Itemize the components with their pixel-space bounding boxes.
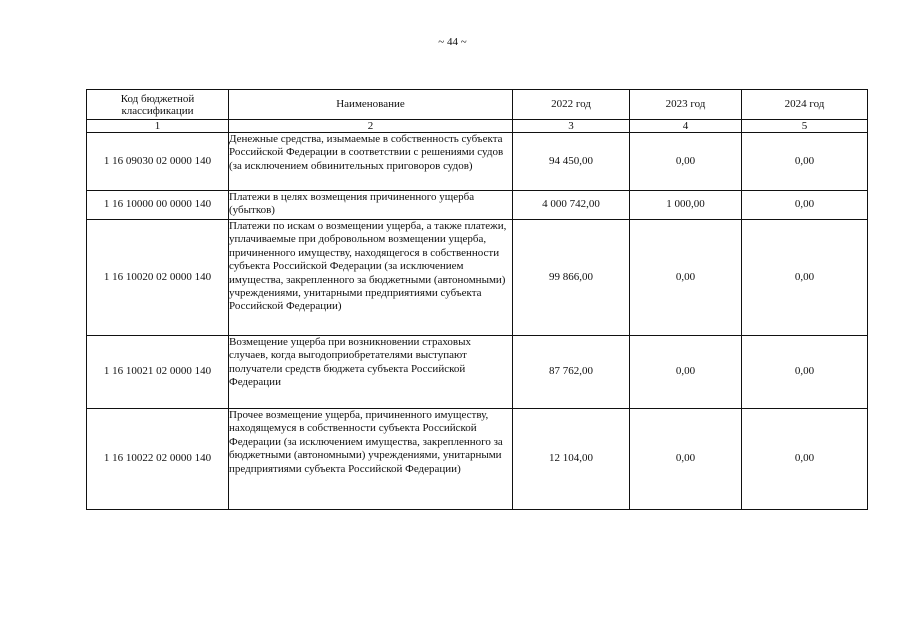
- table-row: [87, 409, 868, 510]
- column-number: 5: [742, 120, 868, 133]
- table-row: [87, 133, 868, 191]
- row-code: 1 16 10022 02 0000 140: [87, 409, 229, 510]
- row-value-2024: 0,00: [742, 191, 868, 220]
- table-row: [87, 191, 868, 220]
- row-value-2022: 99 866,00: [513, 220, 630, 336]
- row-name: Платежи по искам о возмещении ущерба, а также платежи, уплачиваемые при добровольном возмещении ущерба, причиненного имуществу, находящегося в собственности субъекта Российской Федерации (за исключением имущества, закрепленного за бюджетными (автономными) учреждениями, унитарными предприятиями субъекта Российской Федерации): [229, 220, 513, 336]
- header-2022: 2022 год: [513, 90, 630, 120]
- row-code: 1 16 10020 02 0000 140: [87, 220, 229, 336]
- row-name: Платежи в целях возмещения причиненного ущерба (убытков): [229, 191, 513, 220]
- row-code: 1 16 10021 02 0000 140: [87, 336, 229, 409]
- column-number-row: [87, 120, 868, 133]
- column-number: 1: [87, 120, 229, 133]
- row-value-2022: 12 104,00: [513, 409, 630, 510]
- row-value-2024: 0,00: [742, 409, 868, 510]
- row-name: Возмещение ущерба при возникновении страховых случаев, когда выгодоприобретателями выступают получатели средств бюджета субъекта Российской Федерации: [229, 336, 513, 409]
- row-name: Денежные средства, изымаемые в собственность субъекта Российской Федерации в соответствии с решениями судов (за исключением обвинительных приговоров судов): [229, 133, 513, 191]
- row-value-2024: 0,00: [742, 220, 868, 336]
- row-value-2023: 0,00: [630, 133, 742, 191]
- row-value-2023: 1 000,00: [630, 191, 742, 220]
- column-number: 2: [229, 120, 513, 133]
- row-value-2023: 0,00: [630, 409, 742, 510]
- table-row: [87, 336, 868, 409]
- column-number: 4: [630, 120, 742, 133]
- header-2023: 2023 год: [630, 90, 742, 120]
- row-value-2023: 0,00: [630, 336, 742, 409]
- header-2024: 2024 год: [742, 90, 868, 120]
- header-name: Наименование: [229, 90, 513, 120]
- table-row: [87, 220, 868, 336]
- header-code: Код бюджетной классификации: [87, 90, 229, 120]
- budget-revenue-table: [86, 89, 868, 510]
- table-header-row: [87, 90, 868, 120]
- row-value-2022: 94 450,00: [513, 133, 630, 191]
- row-value-2022: 87 762,00: [513, 336, 630, 409]
- column-number: 3: [513, 120, 630, 133]
- row-name: Прочее возмещение ущерба, причиненного имуществу, находящемуся в собственности субъекта Российской Федерации (за исключением имущества, закрепленного за бюджетными (автономными) учреждениями, унитарными предприятиями субъекта Российской Федерации): [229, 409, 513, 510]
- row-code: 1 16 09030 02 0000 140: [87, 133, 229, 191]
- row-value-2024: 0,00: [742, 133, 868, 191]
- page-number: ~ 44 ~: [438, 36, 467, 48]
- row-code: 1 16 10000 00 0000 140: [87, 191, 229, 220]
- row-value-2023: 0,00: [630, 220, 742, 336]
- row-value-2022: 4 000 742,00: [513, 191, 630, 220]
- row-value-2024: 0,00: [742, 336, 868, 409]
